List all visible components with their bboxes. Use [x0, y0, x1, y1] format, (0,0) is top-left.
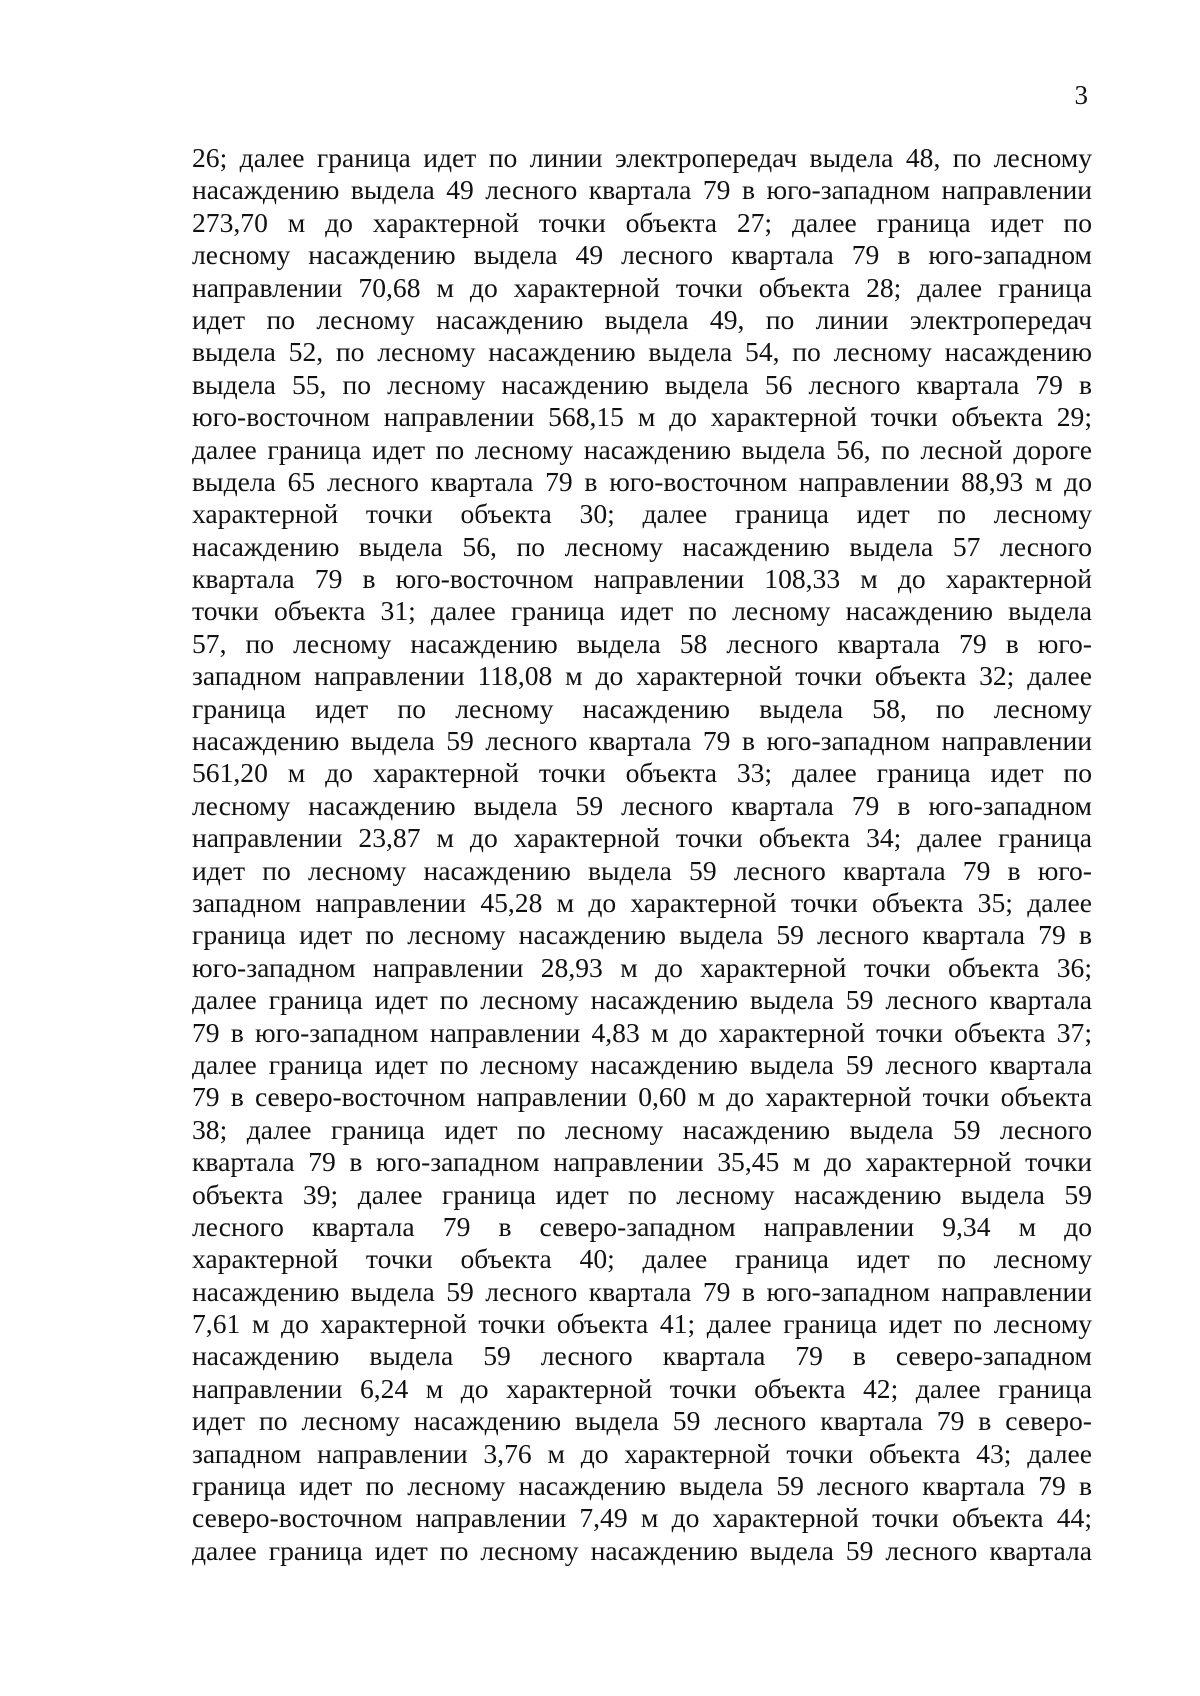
text-line: направлении 70,68 м до характерной точки объекта 28; далее граница	[192, 271, 1092, 303]
text-line: лесному насаждению выдела 49 лесного квартала 79 в юго-западном	[192, 239, 1092, 271]
text-line: 7,61 м до характерной точки объекта 41; далее граница идет по лесному	[192, 1308, 1092, 1340]
text-line: идет по лесному насаждению выдела 59 лесного квартала 79 в северо-	[192, 1405, 1092, 1437]
text-line: граница идет по лесному насаждению выдела 59 лесного квартала 79 в	[192, 1470, 1092, 1502]
text-line: насаждению выдела 49 лесного квартала 79 в юго-западном направлении	[192, 174, 1092, 206]
text-line: далее граница идет по лесному насаждению выдела 59 лесного квартала	[192, 984, 1092, 1016]
text-line: 26; далее граница идет по линии электропередач выдела 48, по лесному	[192, 142, 1092, 173]
text-line: квартала 79 в юго-восточном направлении 108,33 м до характерной	[192, 563, 1092, 595]
text-line: 57, по лесному насаждению выдела 58 лесного квартала 79 в юго-	[192, 627, 1092, 659]
text-line: идет по лесному насаждению выдела 59 лесного квартала 79 в юго-	[192, 854, 1092, 886]
text-line: выдела 52, по лесному насаждению выдела 54, по лесному насаждению	[192, 336, 1092, 368]
text-line: 38; далее граница идет по лесному насаждению выдела 59 лесного	[192, 1113, 1092, 1145]
text-line: выдела 55, по лесному насаждению выдела 56 лесного квартала 79 в	[192, 368, 1092, 400]
text-line: направлении 6,24 м до характерной точки объекта 42; далее граница	[192, 1372, 1092, 1404]
text-line: объекта 39; далее граница идет по лесному насаждению выдела 59	[192, 1178, 1092, 1210]
text-line: выдела 65 лесного квартала 79 в юго-восточном направлении 88,93 м до	[192, 465, 1092, 497]
text-line: насаждению выдела 56, по лесному насаждению выдела 57 лесного	[192, 530, 1092, 562]
text-line: западном направлении 45,28 м до характерной точки объекта 35; далее	[192, 886, 1092, 918]
text-line: 79 в юго-западном направлении 4,83 м до характерной точки объекта 37;	[192, 1016, 1092, 1048]
text-line: квартала 79 в юго-западном направлении 35,45 м до характерной точки	[192, 1146, 1092, 1178]
text-line: лесному насаждению выдела 59 лесного квартала 79 в юго-западном	[192, 789, 1092, 821]
text-line: 273,70 м до характерной точки объекта 27; далее граница идет по	[192, 206, 1092, 238]
text-line: идет по лесному насаждению выдела 49, по линии электропередач	[192, 303, 1092, 335]
text-line: северо-восточном направлении 7,49 м до характерной точки объекта 44;	[192, 1502, 1092, 1534]
text-line: далее граница идет по лесному насаждению выдела 59 лесного квартала	[192, 1048, 1092, 1080]
text-line: 79 в северо-восточном направлении 0,60 м до характерной точки объекта	[192, 1081, 1092, 1113]
text-line: граница идет по лесному насаждению выдела 59 лесного квартала 79 в	[192, 919, 1092, 951]
text-line: точки объекта 31; далее граница идет по лесному насаждению выдела	[192, 595, 1092, 627]
text-line: характерной точки объекта 30; далее граница идет по лесному	[192, 498, 1092, 530]
text-line: западном направлении 3,76 м до характерной точки объекта 43; далее	[192, 1437, 1092, 1469]
text-line: юго-восточном направлении 568,15 м до характерной точки объекта 29;	[192, 401, 1092, 433]
text-line: далее граница идет по лесному насаждению выдела 59 лесного квартала	[192, 1534, 1092, 1566]
text-line: 561,20 м до характерной точки объекта 33; далее граница идет по	[192, 757, 1092, 789]
text-line: насаждению выдела 59 лесного квартала 79 в юго-западном направлении	[192, 725, 1092, 757]
text-line: насаждению выдела 59 лесного квартала 79 в юго-западном направлении	[192, 1275, 1092, 1307]
text-line: насаждению выдела 59 лесного квартала 79 в северо-западном	[192, 1340, 1092, 1372]
body-text	[192, 142, 1092, 1567]
text-line: направлении 23,87 м до характерной точки объекта 34; далее граница	[192, 822, 1092, 854]
text-line: далее граница идет по лесному насаждению выдела 56, по лесной дороге	[192, 433, 1092, 465]
text-line: лесного квартала 79 в северо-западном направлении 9,34 м до	[192, 1210, 1092, 1242]
text-line: западном направлении 118,08 м до характерной точки объекта 32; далее	[192, 660, 1092, 692]
text-line: характерной точки объекта 40; далее граница идет по лесному	[192, 1243, 1092, 1275]
page-number: 3	[1074, 80, 1088, 110]
text-line: граница идет по лесному насаждению выдела 58, по лесному	[192, 692, 1092, 724]
text-line: юго-западном направлении 28,93 м до характерной точки объекта 36;	[192, 951, 1092, 983]
